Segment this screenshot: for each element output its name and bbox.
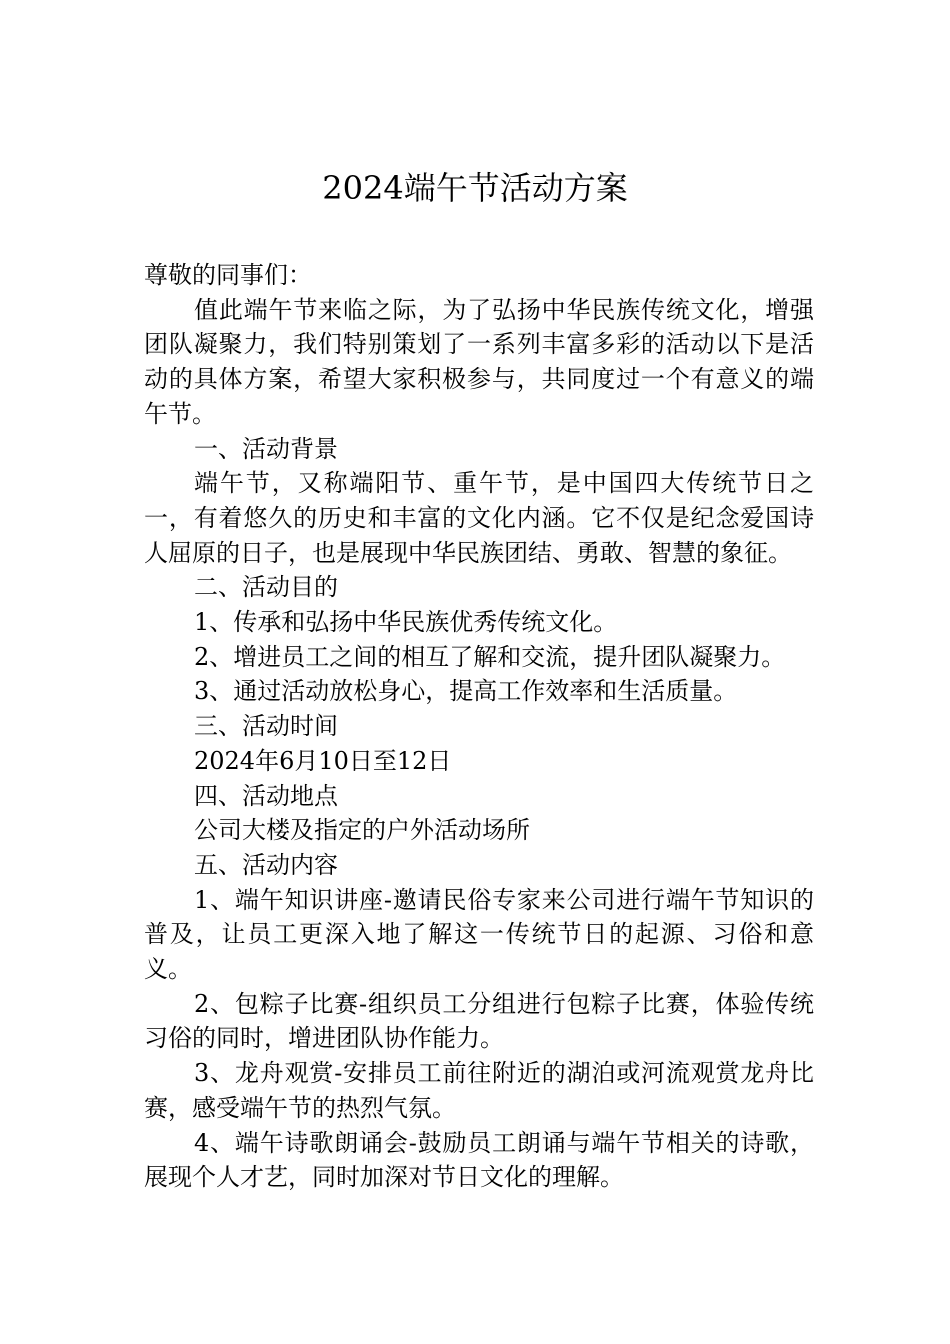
document-title: 2024端午节活动方案 bbox=[322, 169, 628, 207]
background-paragraph: 端午节，又称端阳节、重午节，是中国四大传统节日之一，有着悠久的历史和丰富的文化内涵。它不仅是纪念爱国诗人屈原的日子，也是展现中华民族团结、勇敢、智慧的象征。 bbox=[144, 469, 814, 567]
content-item-2: 2、包粽子比赛-组织员工分组进行包粽子比赛，体验传统习俗的同时，增进团队协作能力。 bbox=[144, 989, 814, 1053]
section-heading-content: 五、活动内容 bbox=[194, 850, 338, 879]
purpose-item-1: 1、传承和弘扬中华民族优秀传统文化。 bbox=[194, 608, 618, 637]
location-paragraph: 公司大楼及指定的户外活动场所 bbox=[194, 816, 530, 845]
content-item-3: 3、龙舟观赏-安排员工前往附近的湖泊或河流观赏龙舟比赛，感受端午节的热烈气氛。 bbox=[144, 1059, 814, 1122]
time-paragraph: 2024年6月10日至12日 bbox=[194, 746, 452, 775]
section-heading-time: 三、活动时间 bbox=[194, 712, 338, 741]
purpose-item-3: 3、通过活动放松身心，提高工作效率和生活质量。 bbox=[194, 677, 738, 706]
content-item-1: 1、端午知识讲座-邀请民俗专家来公司进行端午节知识的普及，让员工更深入地了解这一传统节日的起源、习俗和意义。 bbox=[144, 885, 814, 984]
intro-paragraph: 值此端午节来临之际，为了弘扬中华民族传统文化，增强团队凝聚力，我们特别策划了一系列丰富多彩的活动以下是活动的具体方案，希望大家积极参与，共同度过一个有意义的端午节。 bbox=[144, 295, 814, 428]
section-heading-background: 一、活动背景 bbox=[194, 434, 338, 463]
purpose-item-2: 2、增进员工之间的相互了解和交流，提升团队凝聚力。 bbox=[194, 642, 786, 671]
section-heading-location: 四、活动地点 bbox=[194, 781, 338, 810]
content-item-4: 4、端午诗歌朗诵会-鼓励员工朗诵与端午节相关的诗歌，展现个人才艺，同时加深对节日文化的理解。 bbox=[144, 1128, 814, 1192]
salutation: 尊敬的同事们： bbox=[144, 261, 312, 289]
document-body bbox=[144, 258, 814, 1195]
section-heading-purpose: 二、活动目的 bbox=[194, 573, 338, 602]
